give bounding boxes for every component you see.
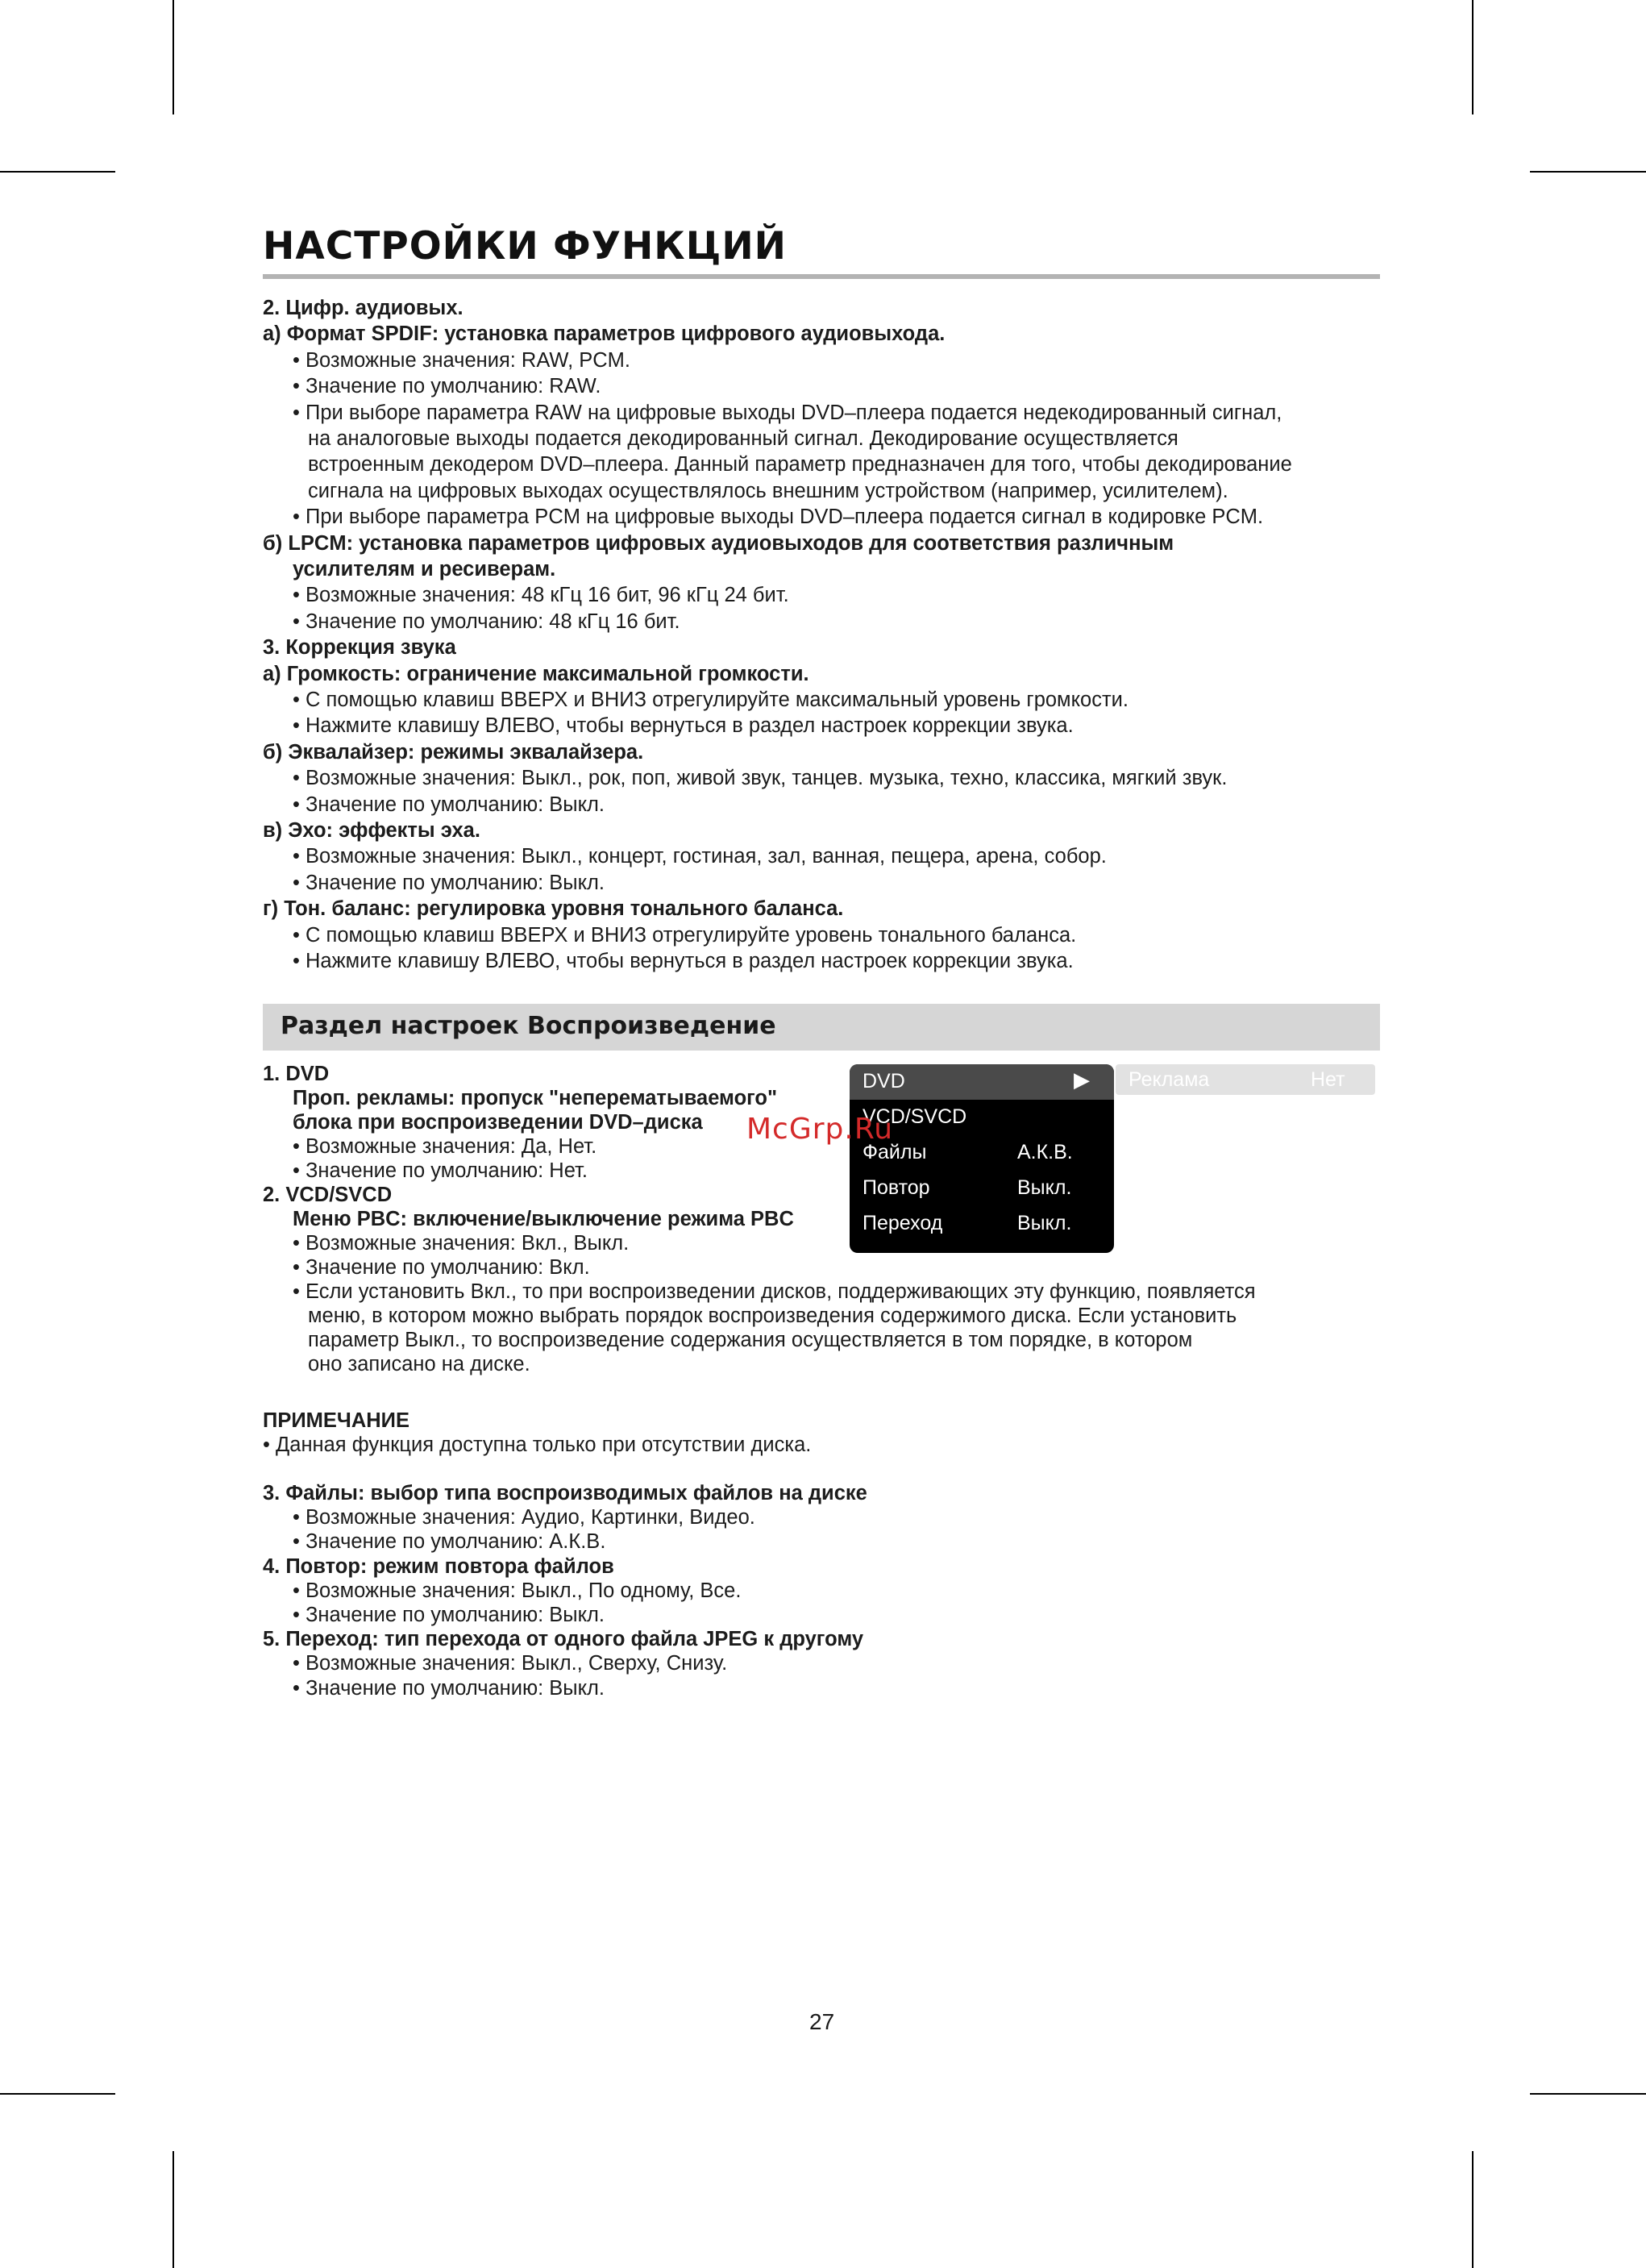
crop-mark xyxy=(0,2093,115,2095)
heading-line: 4. Повтор: режим повтора файлов xyxy=(263,1554,614,1578)
text-line: • Нажмите клавишу ВЛЕВО, чтобы вернуться в раздел настроек коррекции звука. xyxy=(293,950,1074,972)
page-number: 27 xyxy=(809,2009,835,2034)
crop-mark xyxy=(1472,0,1474,114)
text-line: • Значение по умолчанию: Вкл. xyxy=(293,1256,590,1279)
text-line: • Значение по умолчанию: Выкл. xyxy=(293,871,605,894)
heading-line: усилителям и ресиверам. xyxy=(293,558,556,581)
heading-line: 5. Переход: тип перехода от одного файла JPEG к другому xyxy=(263,1628,864,1651)
arrow-right-icon: ▶ xyxy=(1074,1067,1090,1092)
osd-menu xyxy=(850,1064,1114,1253)
osd-item-label: DVD xyxy=(862,1070,905,1092)
text-line: • Возможные значения: Выкл., Сверху, Снизу. xyxy=(293,1652,728,1675)
heading-line: Меню PBC: включение/выключение режима PBC xyxy=(293,1208,794,1230)
crop-mark xyxy=(1530,171,1646,173)
text-line: • Значение по умолчанию: 48 кГц 16 бит. xyxy=(293,610,680,633)
playback-section-title: Раздел настроек Воспроизведение xyxy=(281,1012,776,1040)
crop-mark xyxy=(1472,2151,1474,2268)
text-line: параметр Выкл., то воспроизведение содержания осуществляется в том порядке, в котором xyxy=(308,1329,1193,1351)
crop-mark xyxy=(1530,2093,1646,2095)
text-line: • Возможные значения: Аудио, Картинки, Видео. xyxy=(293,1506,755,1529)
text-line: меню, в котором можно выбрать порядок воспроизведения содержимого диска. Если установить xyxy=(308,1305,1237,1327)
text-line: • Нажмите клавишу ВЛЕВО, чтобы вернуться в раздел настроек коррекции звука. xyxy=(293,714,1074,738)
text-line: • Значение по умолчанию: RAW. xyxy=(293,375,601,398)
heading-line: в) Эхо: эффекты эха. xyxy=(263,819,480,842)
text-line: • Возможные значения: Вкл., Выкл. xyxy=(293,1232,630,1255)
text-line: • Значение по умолчанию: Выкл. xyxy=(293,1676,605,1700)
osd-item-value: Выкл. xyxy=(1017,1176,1072,1199)
heading-line: 3. Коррекция звука xyxy=(263,636,456,660)
text-line: оно записано на диске. xyxy=(308,1353,530,1375)
text-line: • При выборе параметра PCM на цифровые выходы DVD–плеера подается сигнал в кодировке PCM. xyxy=(293,506,1264,529)
text-line: • Значение по умолчанию: Выкл. xyxy=(293,793,605,816)
text-line: • Значение по умолчанию: А.К.В. xyxy=(293,1530,606,1554)
osd-item-value: А.К.В. xyxy=(1017,1141,1073,1163)
text-line: • С помощью клавиш ВВЕРХ и ВНИЗ отрегулируйте максимальный уровень громкости. xyxy=(293,689,1129,711)
crop-mark xyxy=(0,171,115,173)
text-line: • Значение по умолчанию: Выкл. xyxy=(293,1604,605,1626)
text-line: • С помощью клавиш ВВЕРХ и ВНИЗ отрегулируйте уровень тонального баланса. xyxy=(293,923,1077,947)
osd-menu-item[interactable] xyxy=(850,1171,1114,1206)
text-line: • Значение по умолчанию: Нет. xyxy=(293,1159,588,1182)
text-line: • Возможные значения: RAW, PCM. xyxy=(293,348,630,372)
crop-mark xyxy=(172,0,174,114)
heading-line: ПРИМЕЧАНИЕ xyxy=(263,1409,409,1432)
osd-menu-item[interactable] xyxy=(850,1064,1114,1100)
title-divider xyxy=(263,274,1380,279)
text-line: • Возможные значения: Выкл., По одному, Все. xyxy=(293,1579,742,1602)
text-line: • Возможные значения: Выкл., рок, поп, живой звук, танцев. музыка, техно, классика, мягкий звук. xyxy=(293,767,1228,790)
heading-line: а) Формат SPDIF: установка параметров цифрового аудиовыхода. xyxy=(263,323,946,346)
osd-item-label: VCD/SVCD xyxy=(862,1105,967,1128)
heading-line: 1. DVD xyxy=(263,1063,330,1085)
heading-line: а) Громкость: ограничение максимальной громкости. xyxy=(263,662,809,685)
text-line: на аналоговые выходы подается декодированный сигнал. Декодирование осуществляется xyxy=(308,427,1178,450)
text-line: • Если установить Вкл., то при воспроизведении дисков, поддерживающих эту функцию, появляется xyxy=(293,1280,1256,1303)
page-title: НАСТРОЙКИ ФУНКЦИЙ xyxy=(263,224,787,268)
text-line: сигнала на цифровых выходах осуществлялось внешним устройством (например, усилителем). xyxy=(308,479,1228,502)
text-line: • При выборе параметра RAW на цифровые выходы DVD–плеера подается недекодированный сигнал, xyxy=(293,401,1282,424)
heading-line: 3. Файлы: выбор типа воспроизводимых файлов на диске xyxy=(263,1482,867,1504)
osd-item-value: Выкл. xyxy=(1017,1212,1072,1234)
text-line: встроенным декодером DVD–плеера. Данный параметр предназначен для того, чтобы декодирование xyxy=(308,453,1292,476)
osd-menu-item[interactable] xyxy=(850,1206,1114,1242)
crop-mark xyxy=(172,2151,174,2268)
submenu-label: Реклама xyxy=(1129,1068,1210,1091)
submenu-value: Нет xyxy=(1311,1068,1345,1091)
osd-item-label: Файлы xyxy=(862,1141,927,1163)
osd-item-label: Переход xyxy=(862,1212,943,1234)
heading-line: б) LPCM: установка параметров цифровых аудиовыходов для соответствия различным xyxy=(263,531,1174,555)
text-line: • Данная функция доступна только при отсутствии диска. xyxy=(263,1434,812,1456)
heading-line: Проп. рекламы: пропуск "неперематываемого" xyxy=(293,1087,778,1109)
playback-section-header xyxy=(263,1004,1380,1051)
heading-line: 2. Цифр. аудиовых. xyxy=(263,297,463,319)
text-line: • Возможные значения: Да, Нет. xyxy=(293,1135,597,1158)
heading-line: б) Эквалайзер: режимы эквалайзера. xyxy=(263,740,644,764)
heading-line: блока при воспроизведении DVD–диска xyxy=(293,1111,703,1134)
heading-line: г) Тон. баланс: регулировка уровня тонального баланса. xyxy=(263,897,844,921)
watermark: McGrp.Ru xyxy=(746,1113,894,1146)
text-line: • Возможные значения: 48 кГц 16 бит, 96 кГц 24 бит. xyxy=(293,584,789,607)
text-line: • Возможные значения: Выкл., концерт, гостиная, зал, ванная, пещера, арена, собор. xyxy=(293,845,1107,868)
osd-item-label: Повтор xyxy=(862,1176,930,1199)
osd-submenu[interactable] xyxy=(1116,1064,1375,1095)
heading-line: 2. VCD/SVCD xyxy=(263,1184,393,1206)
